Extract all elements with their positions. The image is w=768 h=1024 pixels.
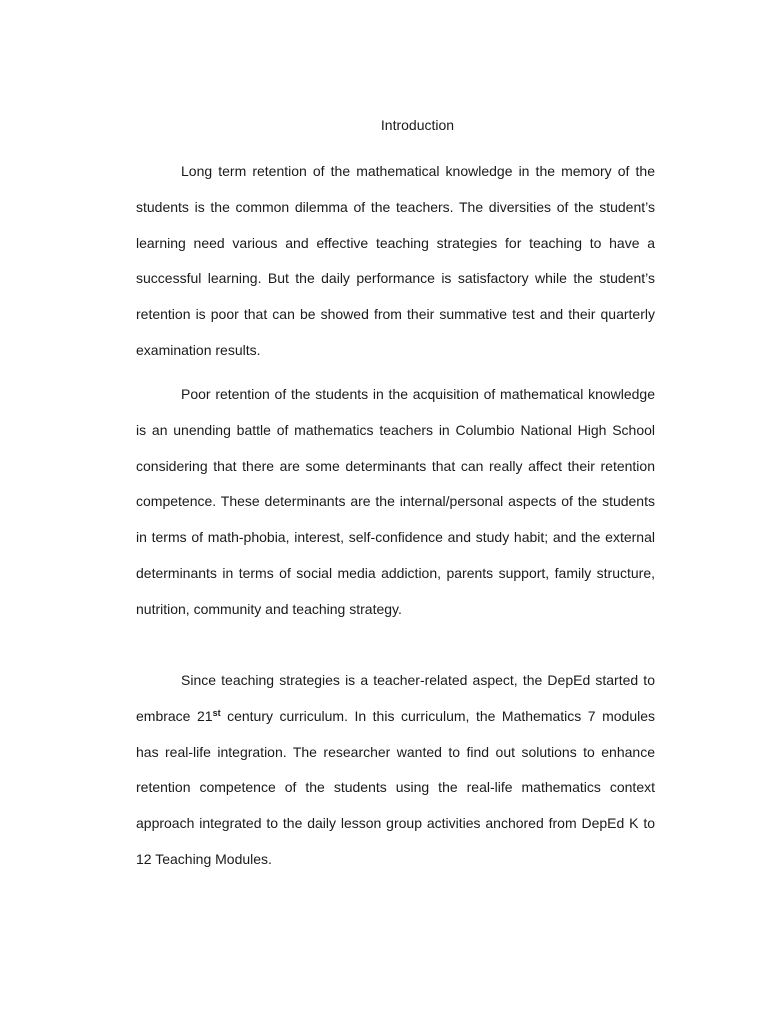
paragraph-3-after: century curriculum. In this curriculum, the Mathematics 7 modules has real-life integration. The researcher wanted to find out solutions to enhance retention competence of the students using the real-life mathematics context approach integrated to the daily lesson group activities anchored from DepEd K to 12 Teaching Modules. <box>136 707 656 867</box>
ordinal-superscript: st <box>212 707 221 718</box>
paragraph-1: Long term retention of the mathematical knowledge in the memory of the students is the common dilemma of the teachers. The diversities of the student’s learning need various and effective teaching strategies for teaching to have a successful learning. But the daily performance is satisfactory while the student’s retention is poor that can be showed from their summative test and their quarterly examination results. <box>136 163 655 358</box>
paragraph-3 <box>136 663 655 878</box>
paragraph-3-before: Since teaching strategies is a teacher-related aspect, the DepEd started to embrace 21 <box>136 672 655 724</box>
page-title: Introduction <box>380 117 455 133</box>
paragraph-2: Poor retention of the students in the acquisition of mathematical knowledge is an unending battle of mathematics teachers in Columbio National High School considering that there are some determinants that can really affect their retention competence. These determinants are the internal/personal aspects of the students in terms of math-phobia, interest, self-confidence and study habit; and the external determinants in terms of social media addiction, parents support, family structure, nutrition, community and teaching strategy. <box>136 386 655 617</box>
